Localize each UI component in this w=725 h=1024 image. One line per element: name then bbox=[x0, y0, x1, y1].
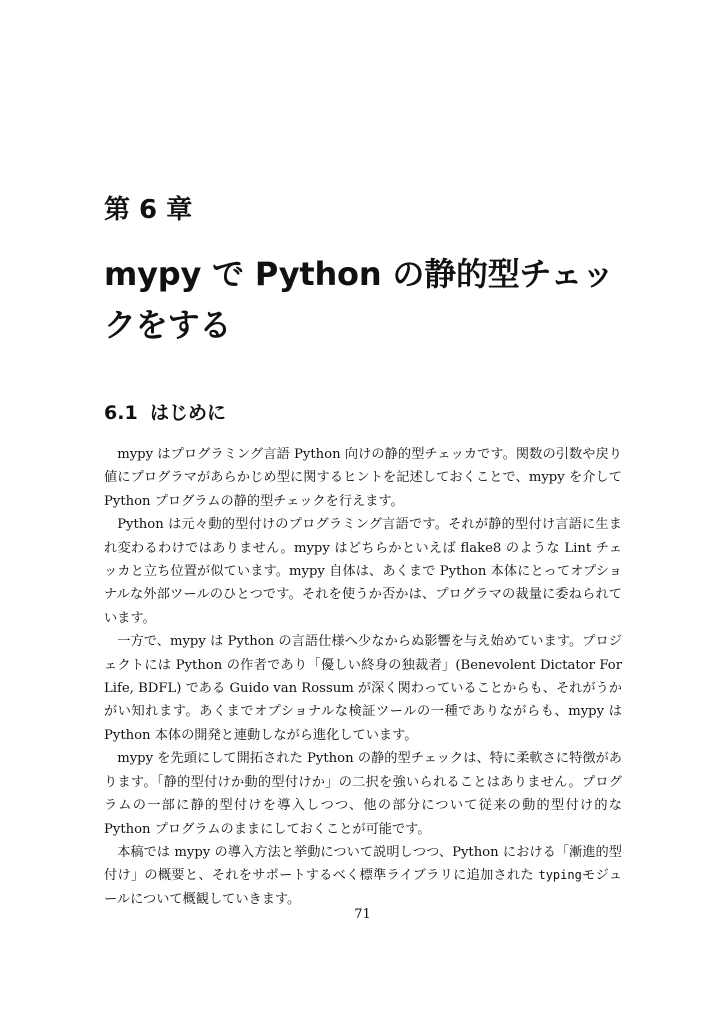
body-text bbox=[104, 443, 622, 911]
paragraph-5-text-end: モジュールについて概観していきます。 bbox=[104, 868, 622, 907]
paragraph-1: mypy はプログラミング言語 Python 向けの静的型チェッカです。関数の引数や戻り値にプログラマがあらかじめ型に関するヒントを記述しておくことで、mypy を介して Python プログラムの静的型チェックを行えます。 bbox=[104, 447, 622, 509]
page-number: 71 bbox=[354, 907, 371, 922]
section-title: はじめに bbox=[150, 402, 227, 424]
paragraph-5 bbox=[104, 841, 622, 911]
chapter-title: mypy で Python の静的型チェックをする bbox=[104, 255, 614, 344]
paragraph-4: mypy を先頭にして開拓された Python の静的型チェックは、特に柔軟さに特徴があります。「静的型付けか動的型付けか」の二択を強いられることはありません。プログラムの一部に静的型付けを導入しつつ、他の部分について従来の動的型付け的な Python プログラムのままにしておくことが可能です。 bbox=[104, 751, 622, 837]
paragraph-3: 一方で、mypy は Python の言語仕様へ少なからぬ影響を与え始めています。プロジェクトには Python の作者であり「優しい終身の独裁者」(Benevolent Dictator For Life, BDFL) である Guido van Rossum が深く関わっていることからも、それがうかがい知れます。あくまでオプショナルな検証ツールの一種でありながらも、mypy は Python 本体の開発と連動しながら進化しています。 bbox=[104, 634, 622, 743]
chapter-label: 第 6 章 bbox=[104, 195, 193, 225]
paragraph-2: Python は元々動的型付けのプログラミング言語です。それが静的型付け言語に生まれ変わるわけではありません。mypy はどちらかといえば flake8 のような Lint チェッカと立ち位置が似ています。mypy 自体は、あくまで Python 本体にとってオプショナルな外部ツールのひとつです。それを使うか否かは、プログラマの裁量に委ねられています。 bbox=[104, 517, 622, 626]
section-heading bbox=[104, 400, 226, 426]
section-number: 6.1 bbox=[104, 402, 138, 424]
typing-module-code: typing bbox=[538, 868, 582, 883]
paragraph-5-text-start: 本稿では mypy の導入方法と挙動について説明しつつ、Python における「漸進的型付け」の概要と、それをサポートするべく標準ライブラリに追加された bbox=[104, 844, 622, 884]
